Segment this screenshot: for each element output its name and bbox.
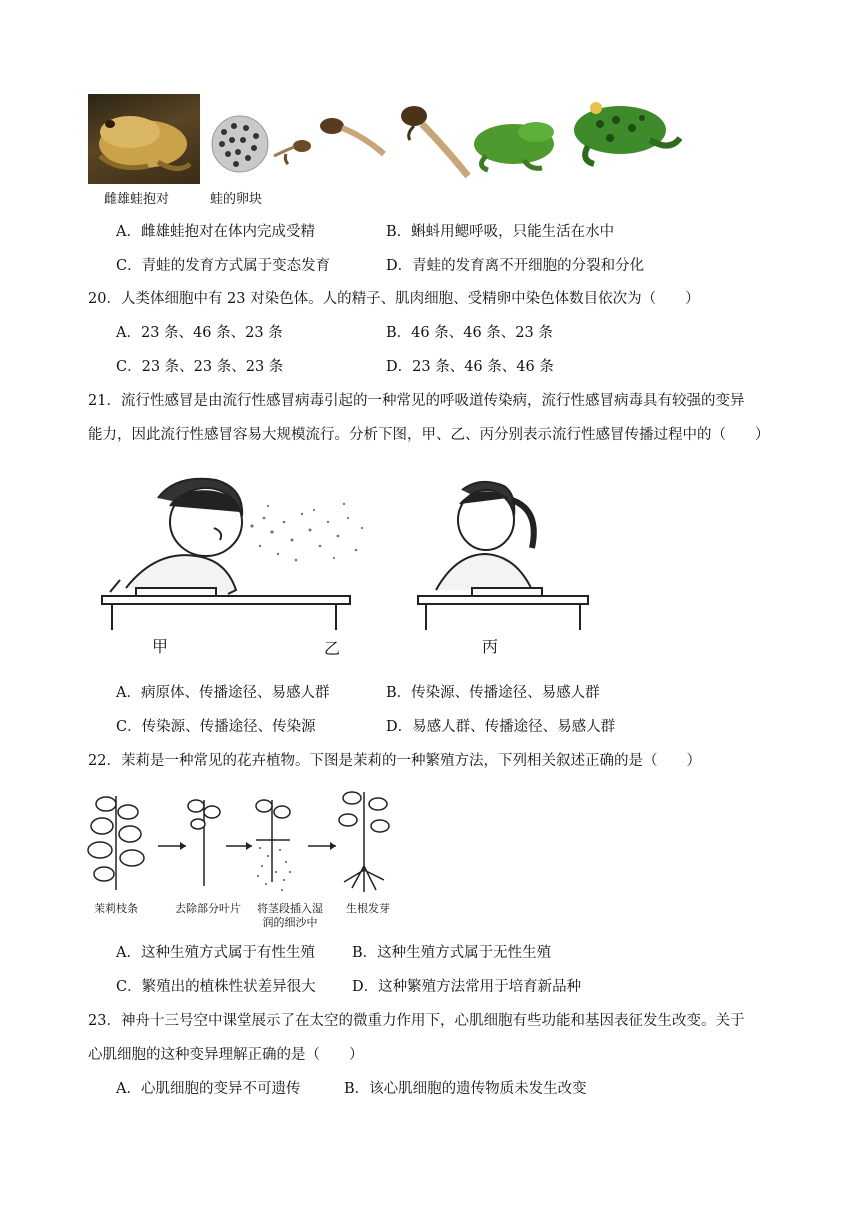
frog-development-figure [88,92,688,212]
option-text: 蝌蚪用鳃呼吸，只能生活在水中 [411,224,615,240]
young-frog [470,114,560,174]
option-letter: C． [116,258,142,274]
q23-option-a [116,1079,300,1099]
caption-mating-frogs: 雌雄蛙抱对 [104,192,170,207]
q21-option-d [386,717,615,737]
option-text: 23 条、23 条、23 条 [141,359,284,375]
mating-frogs-photo [88,94,200,184]
option-letter: A． [116,685,141,701]
option-text: 23 条、46 条、46 条 [412,359,554,375]
option-text: 这种生殖方式属于有性生殖 [140,945,315,961]
option-letter: B． [386,325,412,341]
option-letter: A． [116,945,141,961]
option-letter: C． [116,719,142,735]
option-letter: A． [116,224,141,240]
option-text: 该心肌细胞的遗传物质未发生改变 [369,1081,587,1097]
q21-stem-line-2: 能力，因此流行性感冒容易大规模流行。分析下图，甲、乙、丙分别表示流行性感冒传播过程中的（ ） [88,427,770,443]
option-text: 传染源、传播途径、易感人群 [411,685,600,701]
tadpole-with-legs [394,100,474,180]
option-letter: A． [116,1081,141,1097]
label-jia: 甲 [152,637,169,656]
sneeze-droplets [250,503,363,562]
step-label-remove-leaves: 去除部分叶片 [175,902,241,915]
step-label-insert-line-1: 将茎段插入湿 [257,902,323,915]
option-text: 青蛙的发育离不开细胞的分裂和分化 [412,258,645,274]
option-text: 繁殖出的植株性状差异很大 [141,979,316,995]
q20-stem: 20．人类体细胞中有 23 对染色体。人的精子、肌肉细胞、受精卵中染色体数目依次为（ ） [88,291,700,307]
rooted-plant [339,792,389,892]
q19-option-c [116,256,330,276]
q22-option-b [352,943,551,963]
q21-option-a [116,683,329,703]
option-text: 心肌细胞的变异不可遗传 [140,1081,301,1097]
moist-sand [257,847,291,891]
step-label-rooting: 生根发芽 [346,902,390,915]
option-letter: D． [386,258,413,274]
option-letter: B． [386,224,412,240]
mating-frogs-drawing [88,94,200,184]
cutting-propagation-figure [86,786,396,934]
option-letter: B． [386,685,412,701]
option-letter: D． [386,719,413,735]
option-text: 46 条、46 条、23 条 [411,325,553,341]
q21-option-c [116,717,316,737]
step-label-branch: 茉莉枝条 [94,902,138,915]
step-label-insert-line-2: 润的细沙中 [262,916,318,929]
q22-stem: 22．茉莉是一种常见的花卉植物。下图是茉莉的一种繁殖方法，下列相关叙述正确的是（ ） [88,753,701,769]
girl [436,482,534,590]
q22-option-d [352,977,581,997]
right-desk [418,588,588,630]
early-tadpole [272,132,316,166]
q23-option-b [344,1079,587,1099]
label-bing: 丙 [482,637,499,656]
caption-frog-eggs: 蛙的卵块 [210,192,263,207]
frog-egg-mass [210,114,270,174]
trimmed-cutting [188,800,220,886]
option-text: 病原体、传播途径、易感人群 [140,685,330,701]
cutting-in-sand [256,800,290,882]
q20-option-c [116,357,283,377]
flu-transmission-drawing [96,470,596,660]
q22-option-a [116,943,315,963]
label-yi: 乙 [324,639,341,658]
jasmine-branch [88,796,144,890]
flu-transmission-figure [96,470,596,660]
cutting-steps-drawing [86,786,396,896]
sneezing-boy [110,479,242,594]
option-letter: B． [344,1081,370,1097]
q22-option-c [116,977,316,997]
q20-option-d [386,357,554,377]
option-letter: D． [386,359,413,375]
option-letter: C． [116,979,142,995]
tadpole [318,114,388,158]
q19-option-d [386,256,644,276]
left-desk [102,588,350,630]
option-letter: D． [352,979,379,995]
option-text: 传染源、传播途径、传染源 [141,719,316,735]
option-text: 易感人群、传播途径、易感人群 [412,719,616,735]
option-text: 雌雄蛙抱对在体内完成受精 [140,224,315,240]
option-letter: C． [116,359,142,375]
option-text: 这种生殖方式属于无性生殖 [377,945,552,961]
q23-stem-line-1: 23．神舟十三号空中课堂展示了在太空的微重力作用下，心肌细胞有些功能和基因表征发生改变。关于 [88,1013,745,1029]
q21-stem-line-1: 21．流行性感冒是由流行性感冒病毒引起的一种常见的呼吸道传染病，流行性感冒病毒具有较强的变异 [88,393,745,409]
adult-frog [570,94,682,168]
q19-option-b [386,222,614,242]
q20-option-b [386,323,553,343]
option-letter: B． [352,945,378,961]
option-text: 青蛙的发育方式属于变态发育 [141,258,331,274]
option-letter: A． [116,325,141,341]
q20-option-a [116,323,283,343]
q21-option-b [386,683,600,703]
q19-option-a [116,222,315,242]
option-text: 这种繁殖方法常用于培育新品种 [378,979,582,995]
option-text: 23 条、46 条、23 条 [140,325,283,341]
q23-stem-line-2: 心肌细胞的这种变异理解正确的是（ ） [88,1047,364,1063]
